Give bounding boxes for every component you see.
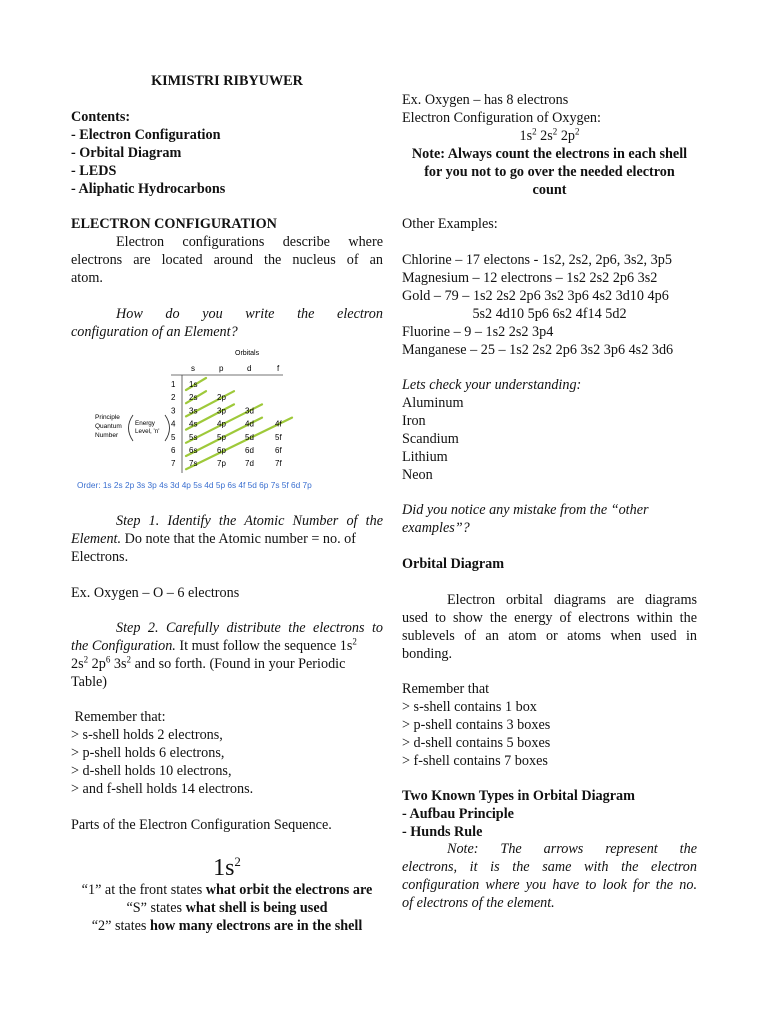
example-line: Chlorine – 17 electons - 1s2, 2s2, 2p6, 3s2, 3p5	[402, 252, 672, 268]
pqn-label-line: Number	[95, 432, 119, 439]
energy-bracket	[129, 415, 134, 441]
orbital-cell: 2s	[189, 393, 198, 403]
types-item: - Hunds Rule	[402, 824, 483, 840]
note2-line: Note: The arrows represent the	[447, 841, 697, 857]
orbital-cell: 5d	[245, 432, 254, 442]
column-header: s	[191, 364, 195, 373]
section-heading-electron-configuration: ELECTRON CONFIGURATION	[71, 216, 277, 232]
parts-line: “1” at the front states what orbit the electrons are	[81, 882, 373, 898]
example-line: Magnesium – 12 electrons – 1s2 2s2 2p6 3s2	[402, 270, 658, 286]
other-examples-heading: Other Examples:	[402, 216, 498, 232]
contents-item: - Orbital Diagram	[71, 145, 182, 161]
orbital-cell: 6d	[245, 446, 254, 455]
orbital-cell: 4s	[189, 419, 198, 429]
column-header: d	[247, 364, 252, 373]
orbital-cell: 6p	[217, 446, 226, 455]
remember-item: > and f-shell holds 14 electrons.	[71, 781, 254, 797]
remember-heading: Remember that:	[71, 709, 166, 725]
orbital-cell: 7s	[189, 459, 198, 469]
orbital-cell: 5f	[275, 432, 282, 442]
check-item: Lithium	[402, 449, 448, 465]
orbital-cell: 2p	[217, 393, 226, 403]
pqn-label	[95, 414, 122, 439]
intro-line: Electron configurations describe where	[116, 234, 383, 250]
mistake-line: examples”?	[402, 520, 470, 536]
intro-line: atom.	[71, 270, 103, 286]
orbitals-label: Orbitals	[235, 350, 260, 357]
check-item: Iron	[402, 413, 426, 429]
question-line: configuration of an Element?	[71, 324, 238, 340]
orbital-cell: 1s	[189, 380, 198, 389]
pqn-label-line: Principle	[95, 414, 120, 421]
parts-line: “2” states how many electrons are in the shell	[91, 918, 363, 934]
contents-item: - LEDS	[71, 163, 117, 179]
document-title: KIMISTRI RIBYUWER	[151, 73, 303, 89]
energy-label-line: Energy	[135, 420, 155, 427]
order-sequence: Order: 1s 2s 2p 3s 3p 4s 3d 4p 5s 4d 5p 6s 4f 5d 6p 7s 5f 6d 7p	[77, 480, 312, 490]
orbital-desc-line: bonding.	[402, 646, 453, 662]
example-line: 5s2 4d10 5p6 6s2 4f14 5d2	[472, 306, 627, 322]
row-number: 1	[171, 380, 176, 389]
note2-line: of electrons of the element.	[402, 895, 555, 911]
note-line: count	[532, 182, 567, 198]
example-oxygen: Ex. Oxygen – O – 6 electrons	[71, 585, 240, 601]
energy-level-label	[135, 420, 159, 435]
contents-item: - Electron Configuration	[71, 127, 221, 143]
orbital-cell: 6s	[189, 446, 198, 455]
boxes-item: > p-shell contains 3 boxes	[402, 717, 551, 733]
section-heading-orbital-diagram: Orbital Diagram	[402, 556, 505, 572]
orbital-cell: 5p	[217, 432, 226, 442]
column-header: p	[219, 364, 224, 373]
step2-line: $2s^2$ $2p^6$ $3s^2$ and so forth. (Found in your Periodic	[71, 654, 346, 672]
types-item: - Aufbau Principle	[402, 806, 514, 822]
boxes-item: > f-shell contains 7 boxes	[402, 753, 548, 769]
boxes-heading: Remember that	[402, 681, 490, 697]
orbital-cell: 3s	[189, 406, 198, 416]
example-line: Fluorine – 9 – 1s2 2s2 3p4	[402, 324, 554, 340]
check-item: Neon	[402, 467, 433, 483]
energy-bracket	[165, 415, 170, 441]
orbital-cell: 7f	[275, 459, 282, 469]
boxes-item: > d-shell contains 5 boxes	[402, 735, 551, 751]
parts-line: “S” states what shell is being used	[126, 900, 328, 916]
orbital-cell: 5s	[189, 432, 198, 442]
example-line: Manganese – 25 – 1s2 2s2 2p6 3s2 3p6 4s2 3d6	[402, 342, 674, 358]
note-line: Note: Always count the electrons in each shell	[411, 146, 688, 162]
row-number: 3	[171, 406, 176, 416]
row-number: 2	[171, 393, 176, 403]
pqn-label-line: Quantum	[95, 423, 122, 430]
step1-line: Step 1. Identify the Atomic Number of the	[116, 513, 383, 529]
remember-item: > d-shell holds 10 electrons,	[71, 763, 232, 779]
note2-line: configuration where you have to look for the no.	[402, 877, 697, 893]
orbital-cell: 6f	[275, 446, 282, 455]
orbital-desc-line: used to show the energy of electrons within the	[402, 610, 697, 626]
row-number: 7	[171, 459, 176, 469]
orbital-desc-line: Electron orbital diagrams are diagrams	[447, 592, 697, 608]
big-notation: $1s^2$	[213, 854, 241, 881]
step1-line: Element. Do note that the Atomic number = no. of	[71, 531, 356, 547]
orbital-cell: 3d	[245, 406, 254, 416]
remember-item: > p-shell holds 6 electrons,	[71, 745, 225, 761]
boxes-item: > s-shell contains 1 box	[402, 699, 537, 715]
parts-heading: Parts of the Electron Configuration Sequence.	[71, 817, 332, 833]
orbital-cell: 4p	[217, 419, 226, 429]
mistake-line: Did you notice any mistake from the “other	[402, 502, 649, 518]
remember-item: > s-shell holds 2 electrons,	[71, 727, 223, 743]
step2-line: the Configuration. It must follow the sequence $1s^2$	[71, 636, 357, 654]
energy-label-line: Level, 'n'	[135, 428, 160, 435]
orbital-cell: 4d	[245, 419, 254, 429]
aufbau-diagram	[71, 345, 383, 495]
orbital-cell: 7p	[217, 459, 226, 469]
contents-heading: Contents:	[71, 109, 131, 125]
orbital-cell: 3p	[217, 406, 226, 416]
intro-line: electrons are located around the nucleus of an	[71, 252, 383, 268]
row-number: 6	[171, 446, 176, 455]
step1-line: Electrons.	[71, 549, 129, 565]
note-line: for you not to go over the needed electron	[424, 164, 675, 180]
contents-item: - Aliphatic Hydrocarbons	[71, 181, 226, 197]
row-number: 5	[171, 432, 176, 442]
check-item: Aluminum	[402, 395, 464, 411]
orbital-cell: 4f	[275, 419, 282, 429]
column-header: f	[277, 364, 280, 373]
types-heading: Two Known Types in Orbital Diagram	[402, 788, 635, 804]
oxygen-config-label: Electron Configuration of Oxygen:	[402, 110, 601, 126]
row-number: 4	[171, 419, 176, 429]
check-item: Scandium	[402, 431, 459, 447]
check-heading: Lets check your understanding:	[402, 377, 582, 393]
oxygen-config: $1s^2$ $2s^2$ $2p^2$	[519, 126, 580, 144]
orbital-desc-line: sublevels of an atom or atoms when used in	[402, 628, 697, 644]
step2-line: Step 2. Carefully distribute the electrons to	[116, 620, 383, 636]
step2-line: Table)	[71, 674, 108, 690]
example-line: Gold – 79 – 1s2 2s2 2p6 3s2 3p6 4s2 3d10 4p6	[402, 288, 669, 304]
oxygen-line: Ex. Oxygen – has 8 electrons	[402, 92, 569, 108]
orbital-column-headers	[191, 364, 280, 373]
orbital-cell: 7d	[245, 459, 254, 469]
note2-line: electrons, it is the same with the electron	[402, 859, 697, 875]
question-line: How do you write the electron	[116, 306, 383, 322]
